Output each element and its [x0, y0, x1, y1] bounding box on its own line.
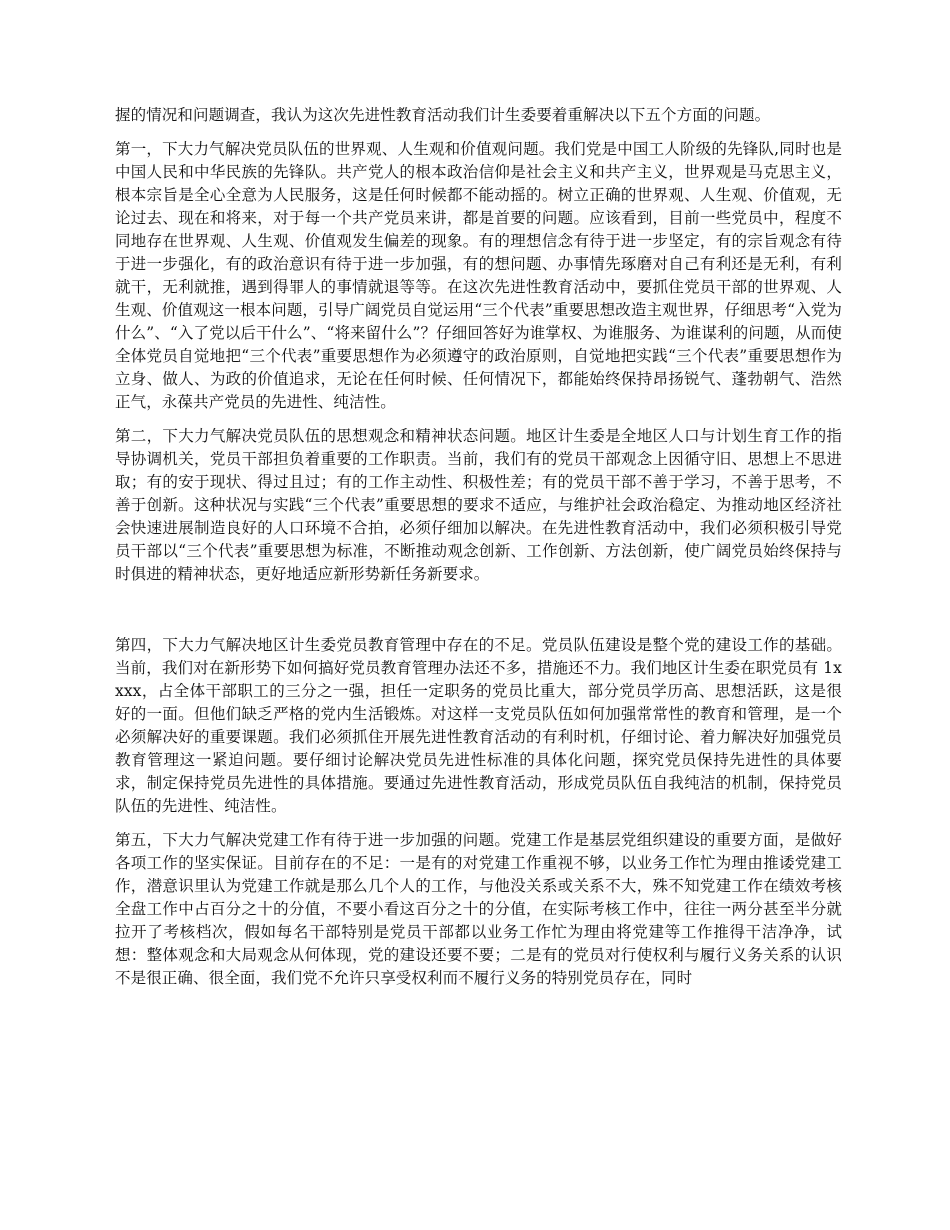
paragraph-spacer	[115, 414, 842, 425]
paragraph-first-point: 第一，下大力气解决党员队伍的世界观、人生观和价值观问题。我们党是中国工人阶级的先锋队,同时也是中国人民和中华民族的先锋队。共产党人的根本政治信仰是社会主义和共产主义，世界观是马克思主义，根本宗旨是全心全意为人民服务，这是任何时候都不能动摇的。树立正确的世界观、人生观、价值观，无论过去、现在和将来，对于每一个共产党员来讲，都是首要的问题。应该看到，目前一些党员中，程度不同地存在世界观、人生观、价值观发生偏差的现象。有的理想信念有待于进一步坚定，有的宗旨观念有待于进一步强化，有的政治意识有待于进一步加强，有的想问题、办事情先琢磨对自己有利还是无利，有利就干，无利就推，遇到得罪人的事情就退等等。在这次先进性教育活动中，要抓住党员干部的世界观、人生观、价值观这一根本问题，引导广阔党员自觉运用“三个代表”重要思想改造主观世界，仔细思考“入党为什么”、“入了党以后干什么”、“将来留什么”？仔细回答好为谁掌权、为谁服务、为谁谋利的问题，从而使全体党员自觉地把“三个代表”重要思想作为必须遵守的政治原则，自觉地把实践“三个代表”重要思想作为立身、做人、为政的价值追求，无论在任何时候、任何情况下，都能始终保持昂扬锐气、蓬勃朝气、浩然正气，永葆共产党员的先进性、纯洁性。	[115, 140, 842, 411]
document-page	[115, 104, 842, 990]
paragraph-spacer	[115, 127, 842, 138]
paragraph-second-point: 第二，下大力气解决党员队伍的思想观念和精神状态问题。地区计生委是全地区人口与计划生育工作的指导协调机关，党员干部担负着重要的工作职责。当前，我们有的党员干部观念上因循守旧、思想上不思进取；有的安于现状、得过且过；有的工作主动性、积极性差；有的党员干部不善于学习，不善于思考，不善于创新。这种状况与实践“三个代表”重要思想的要求不适应，与维护社会政治稳定、为推动地区经济社会快速进展制造良好的人口环境不合拍，必须仔细加以解决。在先进性教育活动中，我们必须积极引导党员干部以“三个代表”重要思想为标准，不断推动观念创新、工作创新、方法创新，使广阔党员始终保持与时俱进的精神状态，更好地适应新形势新任务新要求。	[115, 427, 842, 583]
paragraph-intro: 握的情况和问题调查，我认为这次先进性教育活动我们计生委要着重解决以下五个方面的问题。	[115, 106, 771, 124]
paragraph-spacer	[115, 818, 842, 829]
paragraph-fifth-point: 第五，下大力气解决党建工作有待于进一步加强的问题。党建工作是基层党组织建设的重要方面，是做好各项工作的坚实保证。目前存在的不足：一是有的对党建工作重视不够，以业务工作忙为理由推诿党建工作，潜意识里认为党建工作就是那么几个人的工作，与他没关系或关系不大，殊不知党建工作在绩效考核全盘工作中占百分之十的分值，不要小看这百分之十的分值，在实际考核工作中，往往一两分甚至半分就拉开了考核档次，假如每名干部特别是党员干部都以业务工作忙为理由将党建等工作推得干洁净净，试想：整体观念和大局观念从何体现，党的建设还要不要；二是有的党员对行使权利与履行义务关系的认识不是很正确、很全面，我们党不允许只享受权利而不履行义务的特别党员存在，同时	[115, 831, 842, 987]
paragraph-fourth-point: 第四，下大力气解决地区计生委党员教育管理中存在的不足。党员队伍建设是整个党的建设工作的基础。当前，我们对在新形势下如何搞好党员教育管理办法还不多，措施还不力。我们地区计生委在职党员有 1xxxx，占全体干部职工的三分之一强，担任一定职务的党员比重大，部分党员学历高、思想活跃，这是很好的一面。但他们缺乏严格的党内生活锻炼。对这样一支党员队伍如何加强常常性的教育和管理，是一个必须解决好的重要课题。我们必须抓住开展先进性教育活动的有利时机，仔细讨论、着力解决好加强党员教育管理这一紧迫问题。要仔细讨论解决党员先进性标准的具体化问题，探究党员保持先进性的具体要求，制定保持党员先进性的具体措施。要通过先进性教育活动，形成党员队伍自我纯洁的机制，保持党员队伍的先进性、纯洁性。	[115, 636, 842, 815]
section-spacer	[115, 586, 842, 634]
